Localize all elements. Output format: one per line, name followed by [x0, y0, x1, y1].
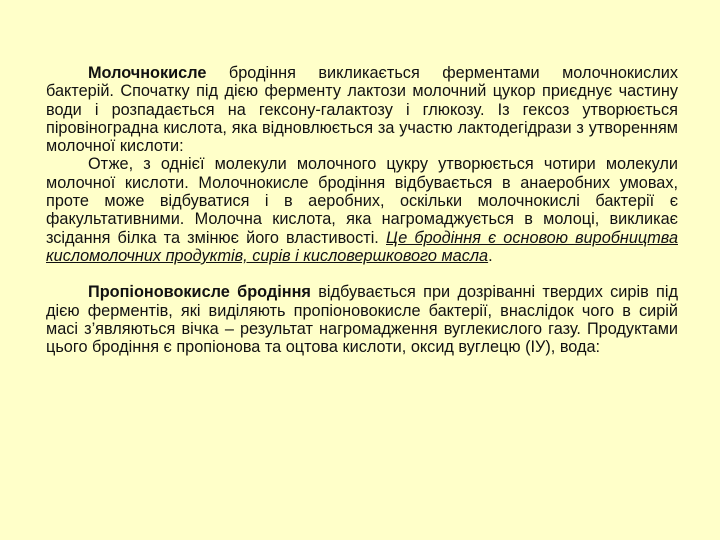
paragraph-text: Отже, з однієї молекули молочного цукру утворюється чотири молекули молочної кислоти. Молочнокисле бродіння відбувається в анаеробних умовах, проте може відбуватися і в аеробних, оскільки молочнокислі бактерії є факультативними. Молочна кислота, яка нагромаджується в молоці, викликає зсідання білка та змінює його властивості. — [46, 155, 678, 247]
paragraph-tail: . — [488, 246, 493, 265]
emphasis-text: Це бродіння є основою виробництва кисломолочних продуктів, сирів і кисловершкового масла — [46, 228, 678, 265]
term-lactic: Молочнокисле — [88, 64, 207, 82]
paragraph-lactic-fermentation — [46, 64, 678, 155]
term-propionic: Пропіоновокисле бродіння — [88, 283, 311, 302]
paragraph-text: бродіння викликається ферментами молочнокислих бактерій. Спочатку під дією ферменту лактози молочний цукор приєднує частину води і розпадається на гексону-галактозу і глюкозу. Із гексоз утворюється піровіноградна кислота, яка відновлюється за участю лактодегідрази з утворенням молочної кислоти: — [46, 64, 678, 156]
paragraph-lactic-summary — [46, 155, 678, 265]
paragraph-text: відбувається при дозріванні твердих сирів під дією ферментів, які виділяють пропіоновокисле бактерії, внаслідок чого в сирій масі з’являються вічка – результат нагромадження вуглекислого газу. Продуктами цього бродіння є пропіонова та оцтова кислоти, оксид вуглецю (IУ), вода: — [46, 283, 678, 357]
document-body — [46, 64, 678, 356]
paragraph-propionic-fermentation — [46, 283, 678, 356]
